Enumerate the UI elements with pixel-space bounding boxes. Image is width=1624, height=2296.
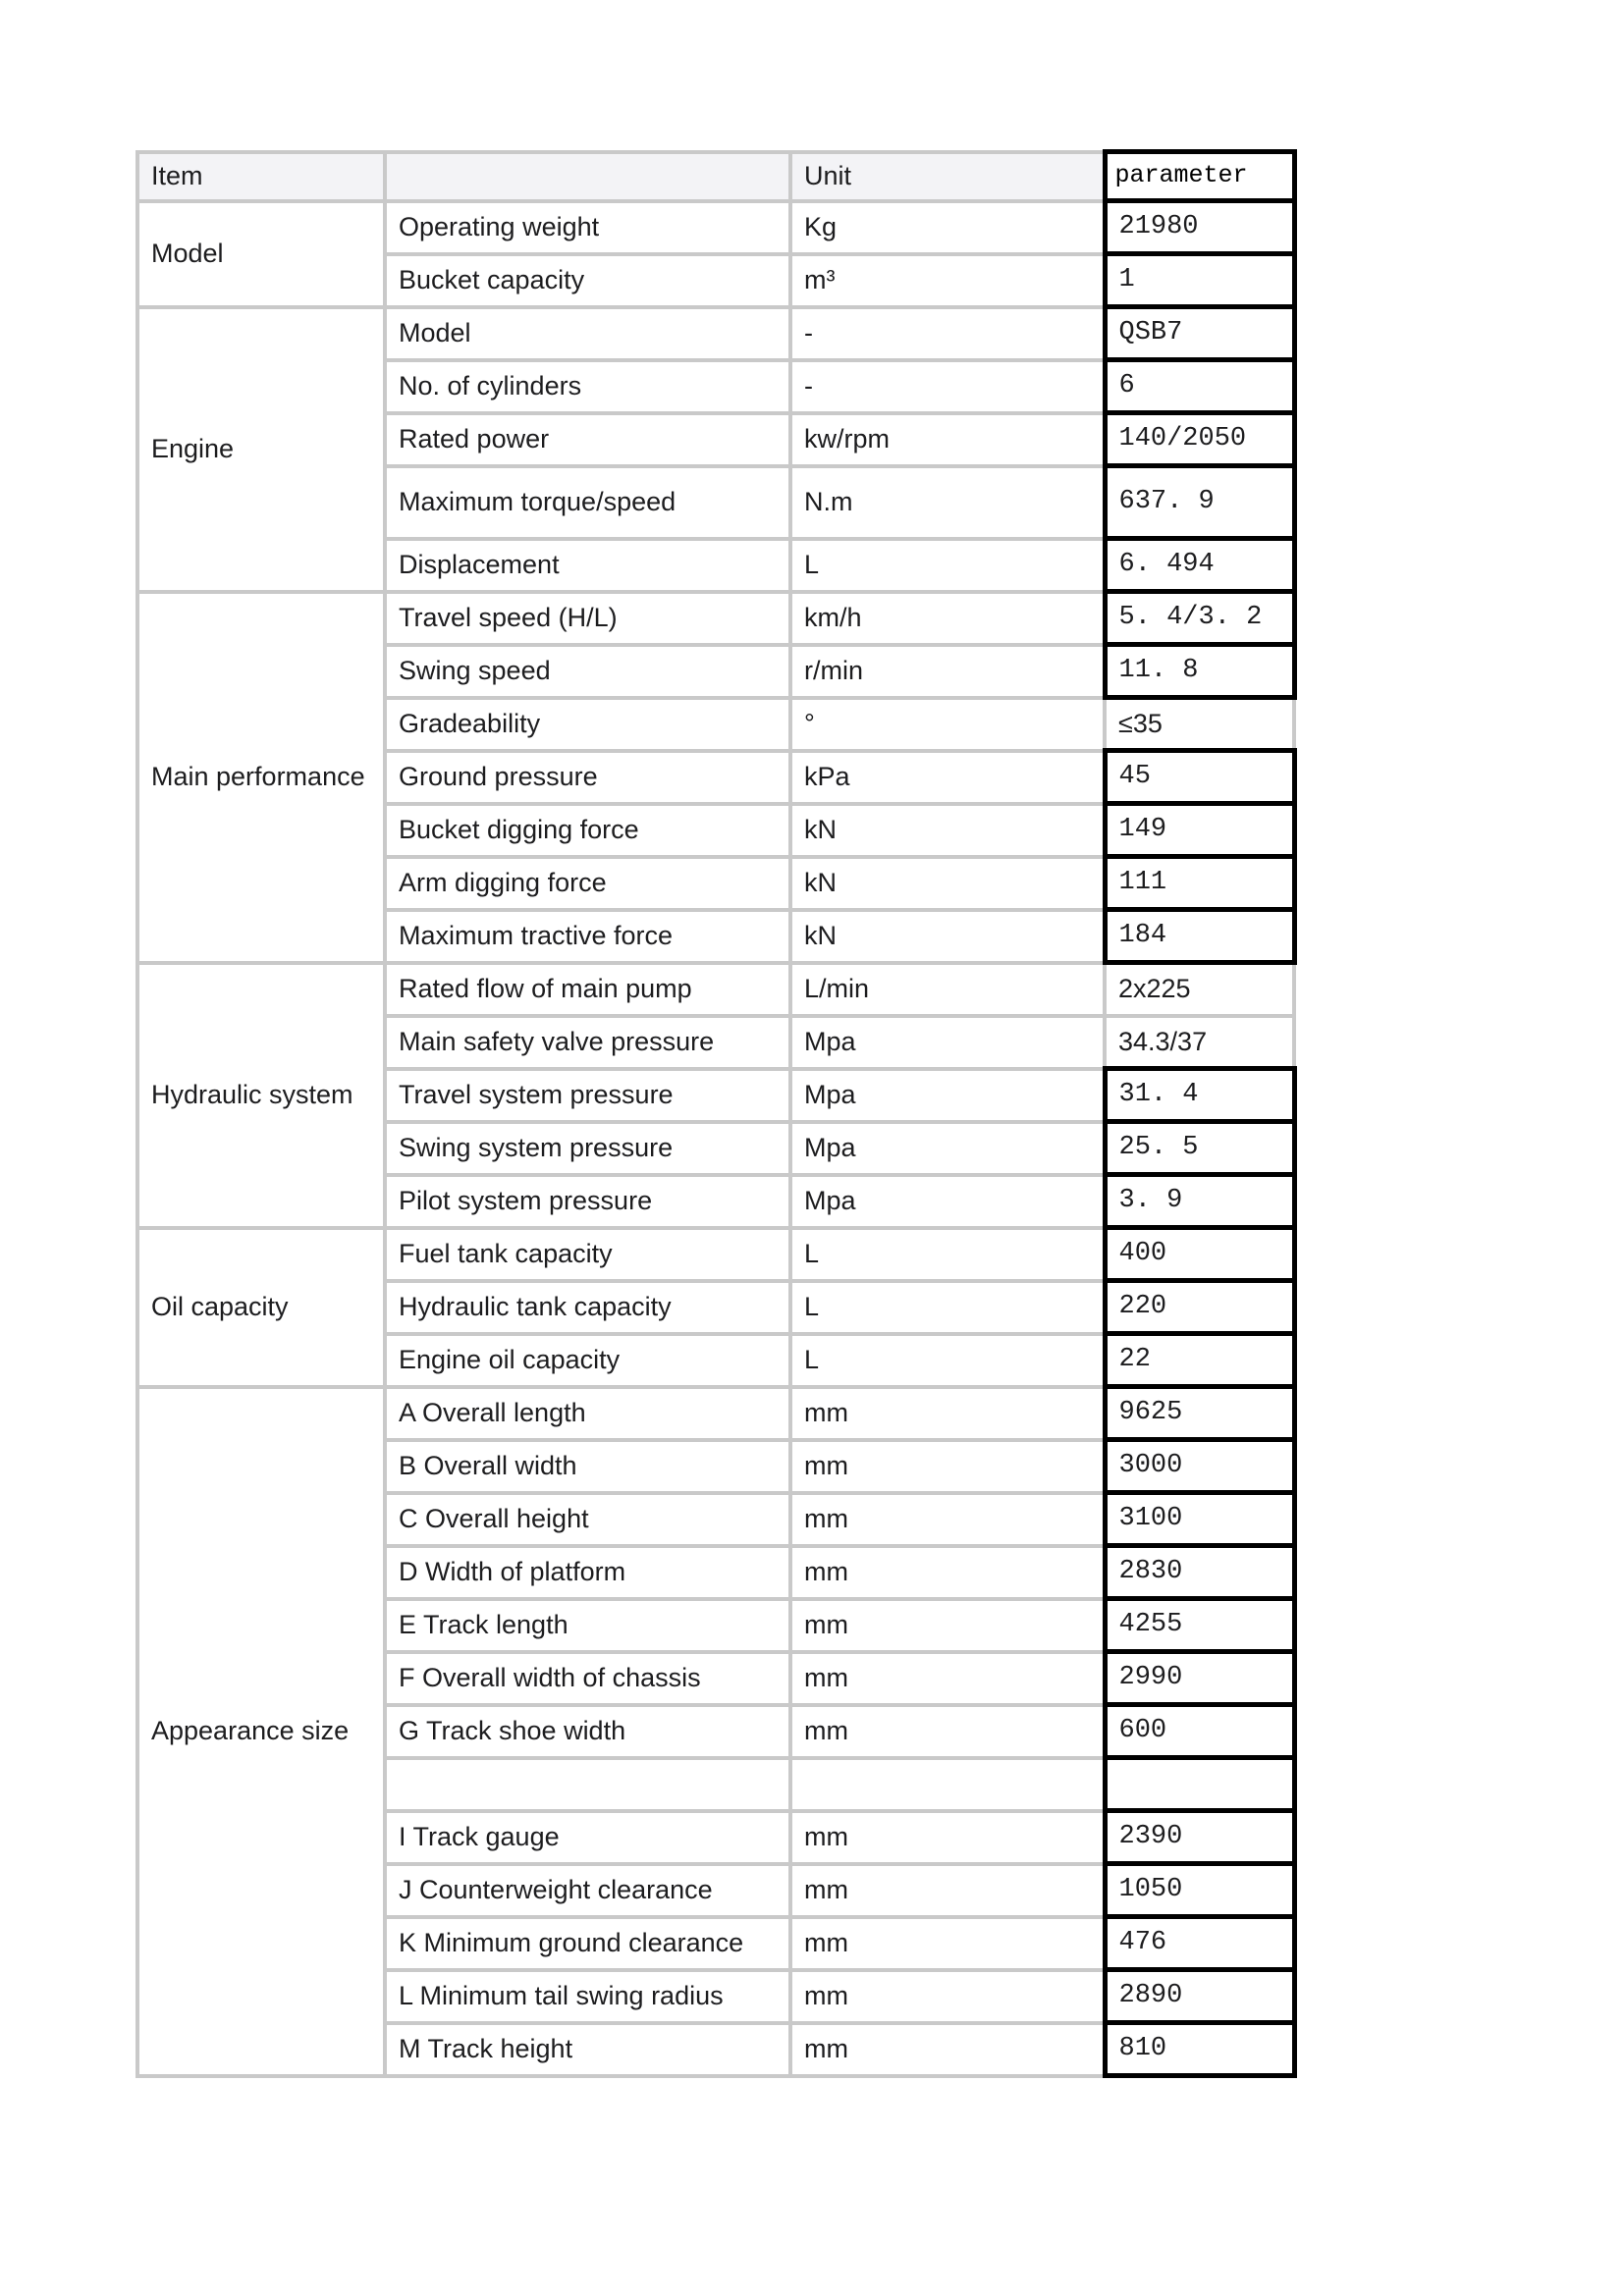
spec-label-cell: Rated power [385,413,790,466]
spec-row [137,1228,1294,1281]
unit-cell: kPa [790,751,1105,804]
unit-cell: - [790,307,1105,360]
spec-row [137,1387,1294,1440]
header-row [137,152,1294,201]
spec-label-cell: Maximum torque/speed [385,466,790,539]
spec-label-cell: Travel speed (H/L) [385,592,790,645]
col-header-sub [385,152,790,201]
param-value-cell: QSB7 [1105,307,1294,360]
param-value-cell: 22 [1105,1334,1294,1387]
param-value-cell: 5. 4/3. 2 [1105,592,1294,645]
spec-table [135,149,1297,2078]
param-value-cell: 1050 [1105,1864,1294,1917]
unit-cell [790,1758,1105,1811]
spec-label-cell: F Overall width of chassis [385,1652,790,1705]
param-value-cell: ≤35 [1105,698,1294,751]
param-value-cell: 34.3/37 [1105,1016,1294,1069]
spec-label-cell: B Overall width [385,1440,790,1493]
item-group-cell: Engine [137,307,385,592]
param-value-cell: 220 [1105,1281,1294,1334]
spec-label-cell: Pilot system pressure [385,1175,790,1228]
spec-label-cell: K Minimum ground clearance [385,1917,790,1970]
item-group-cell: Model [137,201,385,307]
spec-label-cell: Engine oil capacity [385,1334,790,1387]
param-value-cell: 31. 4 [1105,1069,1294,1122]
spec-table-header [137,152,1294,201]
spec-label-cell: Hydraulic tank capacity [385,1281,790,1334]
item-group-cell: Main performance [137,592,385,963]
unit-cell: - [790,360,1105,413]
param-value-cell: 45 [1105,751,1294,804]
spec-label-cell: Main safety valve pressure [385,1016,790,1069]
param-value-cell: 6 [1105,360,1294,413]
unit-cell: mm [790,1546,1105,1599]
unit-cell: kN [790,804,1105,857]
unit-cell: mm [790,1705,1105,1758]
spec-row [137,592,1294,645]
item-group-cell: Oil capacity [137,1228,385,1387]
param-value-cell: 184 [1105,910,1294,963]
spec-label-cell: Swing speed [385,645,790,698]
col-header-unit: Unit [790,152,1105,201]
unit-cell: mm [790,1440,1105,1493]
param-value-cell: 4255 [1105,1599,1294,1652]
spec-label-cell: Travel system pressure [385,1069,790,1122]
spec-label-cell: Bucket capacity [385,254,790,307]
spec-label-cell: Model [385,307,790,360]
spec-table-body [137,201,1294,2076]
param-value-cell: 2830 [1105,1546,1294,1599]
col-header-parameter: parameter [1105,152,1294,201]
spec-label-cell: A Overall length [385,1387,790,1440]
param-value-cell: 476 [1105,1917,1294,1970]
param-value-cell: 2390 [1105,1811,1294,1864]
item-group-cell: Appearance size [137,1387,385,2076]
unit-cell: Mpa [790,1175,1105,1228]
unit-cell: kN [790,910,1105,963]
spec-label-cell: Displacement [385,539,790,592]
unit-cell: mm [790,1970,1105,2023]
param-value-cell: 25. 5 [1105,1122,1294,1175]
unit-cell: mm [790,1599,1105,1652]
unit-cell: mm [790,1864,1105,1917]
unit-cell: mm [790,1493,1105,1546]
unit-cell: m³ [790,254,1105,307]
unit-cell: ° [790,698,1105,751]
param-value-cell: 6. 494 [1105,539,1294,592]
unit-cell: mm [790,2023,1105,2076]
param-value-cell: 637. 9 [1105,466,1294,539]
unit-cell: L [790,1228,1105,1281]
spec-label-cell: G Track shoe width [385,1705,790,1758]
spec-label-cell: Bucket digging force [385,804,790,857]
spec-sheet [135,149,1297,2078]
param-value-cell: 9625 [1105,1387,1294,1440]
spec-label-cell: No. of cylinders [385,360,790,413]
param-value-cell [1105,1758,1294,1811]
unit-cell: Mpa [790,1016,1105,1069]
param-value-cell: 2890 [1105,1970,1294,2023]
param-value-cell: 149 [1105,804,1294,857]
unit-cell: N.m [790,466,1105,539]
spec-label-cell: Rated flow of main pump [385,963,790,1016]
param-value-cell: 111 [1105,857,1294,910]
unit-cell: L/min [790,963,1105,1016]
spec-label-cell: Gradeability [385,698,790,751]
param-value-cell: 2990 [1105,1652,1294,1705]
spec-label-cell: D Width of platform [385,1546,790,1599]
unit-cell: Mpa [790,1122,1105,1175]
param-value-cell: 140/2050 [1105,413,1294,466]
param-value-cell: 810 [1105,2023,1294,2076]
spec-label-cell: C Overall height [385,1493,790,1546]
unit-cell: Mpa [790,1069,1105,1122]
item-group-cell: Hydraulic system [137,963,385,1228]
spec-label-cell: M Track height [385,2023,790,2076]
unit-cell: r/min [790,645,1105,698]
unit-cell: mm [790,1652,1105,1705]
spec-label-cell: Arm digging force [385,857,790,910]
param-value-cell: 600 [1105,1705,1294,1758]
spec-label-cell: Ground pressure [385,751,790,804]
spec-label-cell: E Track length [385,1599,790,1652]
unit-cell: Kg [790,201,1105,254]
spec-label-cell: L Minimum tail swing radius [385,1970,790,2023]
spec-label-cell: Operating weight [385,201,790,254]
unit-cell: mm [790,1387,1105,1440]
param-value-cell: 3. 9 [1105,1175,1294,1228]
unit-cell: mm [790,1811,1105,1864]
spec-label-cell: Maximum tractive force [385,910,790,963]
param-value-cell: 1 [1105,254,1294,307]
unit-cell: kw/rpm [790,413,1105,466]
unit-cell: km/h [790,592,1105,645]
unit-cell: L [790,539,1105,592]
spec-row [137,963,1294,1016]
param-value-cell: 21980 [1105,201,1294,254]
param-value-cell: 3000 [1105,1440,1294,1493]
col-header-item: Item [137,152,385,201]
spec-row [137,307,1294,360]
unit-cell: mm [790,1917,1105,1970]
unit-cell: L [790,1281,1105,1334]
spec-row [137,201,1294,254]
param-value-cell: 2x225 [1105,963,1294,1016]
spec-label-cell: J Counterweight clearance [385,1864,790,1917]
unit-cell: L [790,1334,1105,1387]
param-value-cell: 3100 [1105,1493,1294,1546]
spec-label-cell: Fuel tank capacity [385,1228,790,1281]
spec-label-cell: I Track gauge [385,1811,790,1864]
param-value-cell: 11. 8 [1105,645,1294,698]
param-value-cell: 400 [1105,1228,1294,1281]
spec-label-cell: Swing system pressure [385,1122,790,1175]
unit-cell: kN [790,857,1105,910]
spec-label-cell [385,1758,790,1811]
